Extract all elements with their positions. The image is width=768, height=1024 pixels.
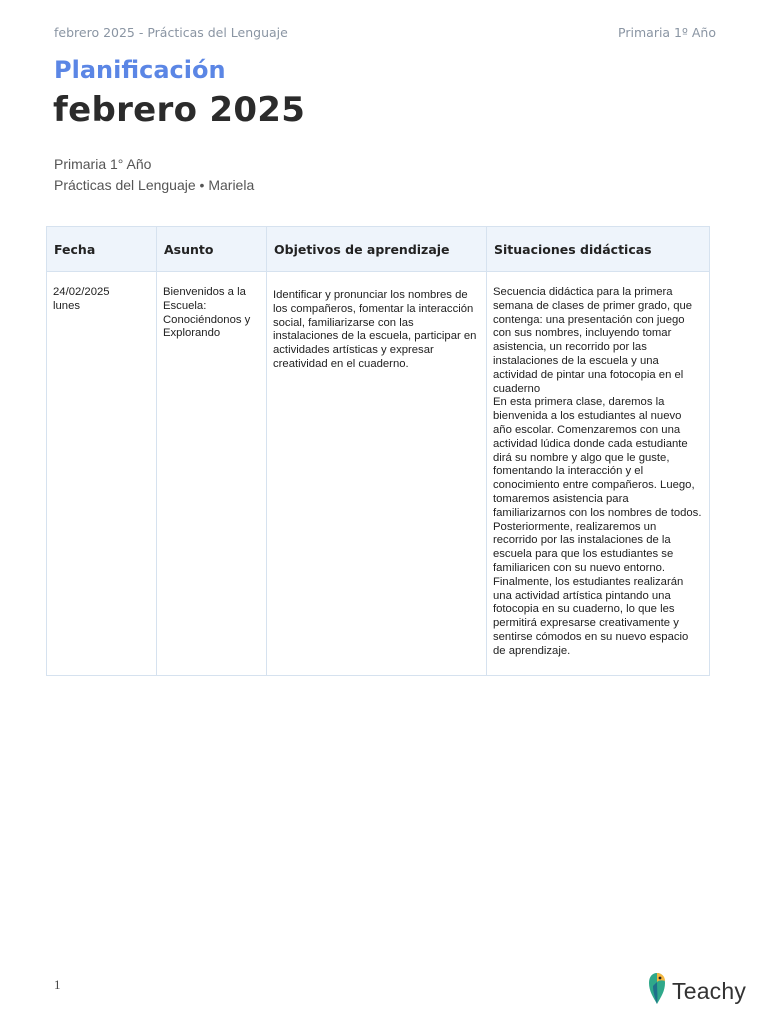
cell-fecha-day: lunes: [53, 299, 81, 312]
planning-table: [46, 226, 710, 676]
column-header-situaciones: Situaciones didácticas: [487, 227, 710, 272]
cell-situaciones-body: En esta primera clase, daremos la bienvenida a los estudiantes al nuevo año escolar. Comenzaremos con una actividad lúdica donde cada estudiante dirá su nombre y algo que le guste, fomentando la interacción y el conocimiento entre compañeros. Luego, tomaremos asistencia para familiarizarnos con los nombres de todos. Posteriormente, realizaremos un recorrido por las instalaciones de la escuela para que los estudiantes se familiaricen con su nuevo entorno. Finalmente, los estudiantes realizarán una actividad artística pintando una fotocopia en su cuaderno, lo que les permitirá expresarse creativamente y sentirse cómodos en su nuevo espacio de aprendizaje.: [493, 396, 702, 657]
table-row: [47, 272, 710, 676]
cell-fecha-date: 24/02/2025: [53, 286, 110, 298]
column-header-fecha: Fecha: [47, 227, 157, 272]
cell-asunto: Bienvenidos a la Escuela: Conociéndonos y Explorando: [157, 272, 267, 676]
logo-wordmark: Teachy: [672, 977, 747, 1004]
cell-objetivos: Identificar y pronunciar los nombres de los compañeros, fomentar la interacción social, familiarizarse con las instalaciones de la escuela, participar en actividades artísticas y expresar creatividad en el cuaderno.: [267, 272, 487, 676]
running-header-left: febrero 2025 - Prácticas del Lenguaje: [54, 25, 288, 40]
teachy-logo: [648, 972, 746, 1010]
document-meta: [54, 154, 254, 196]
column-header-objetivos: Objetivos de aprendizaje: [267, 227, 487, 272]
page-number: 1: [54, 977, 61, 992]
column-header-asunto: Asunto: [157, 227, 267, 272]
running-header-right: Primaria 1º Año: [618, 25, 716, 40]
document-title: febrero 2025: [53, 90, 306, 130]
document-kicker: Planificación: [54, 56, 226, 84]
running-header: [54, 25, 716, 40]
meta-grade: Primaria 1° Año: [54, 156, 152, 172]
cell-situaciones: [487, 272, 710, 676]
cell-fecha: [47, 272, 157, 676]
cell-situaciones-intro: Secuencia didáctica para la primera semana de clases de primer grado, que contenga: una presentación con juego con sus nombres, incluyendo tomar asistencia, un recorrido por las instalaciones de la escuela y una actividad de pintar una fotocopia en el cuaderno: [493, 286, 693, 395]
meta-subject-teacher: Prácticas del Lenguaje • Mariela: [54, 177, 255, 193]
table-header-row: [47, 227, 710, 272]
parrot-icon: [648, 972, 668, 1010]
